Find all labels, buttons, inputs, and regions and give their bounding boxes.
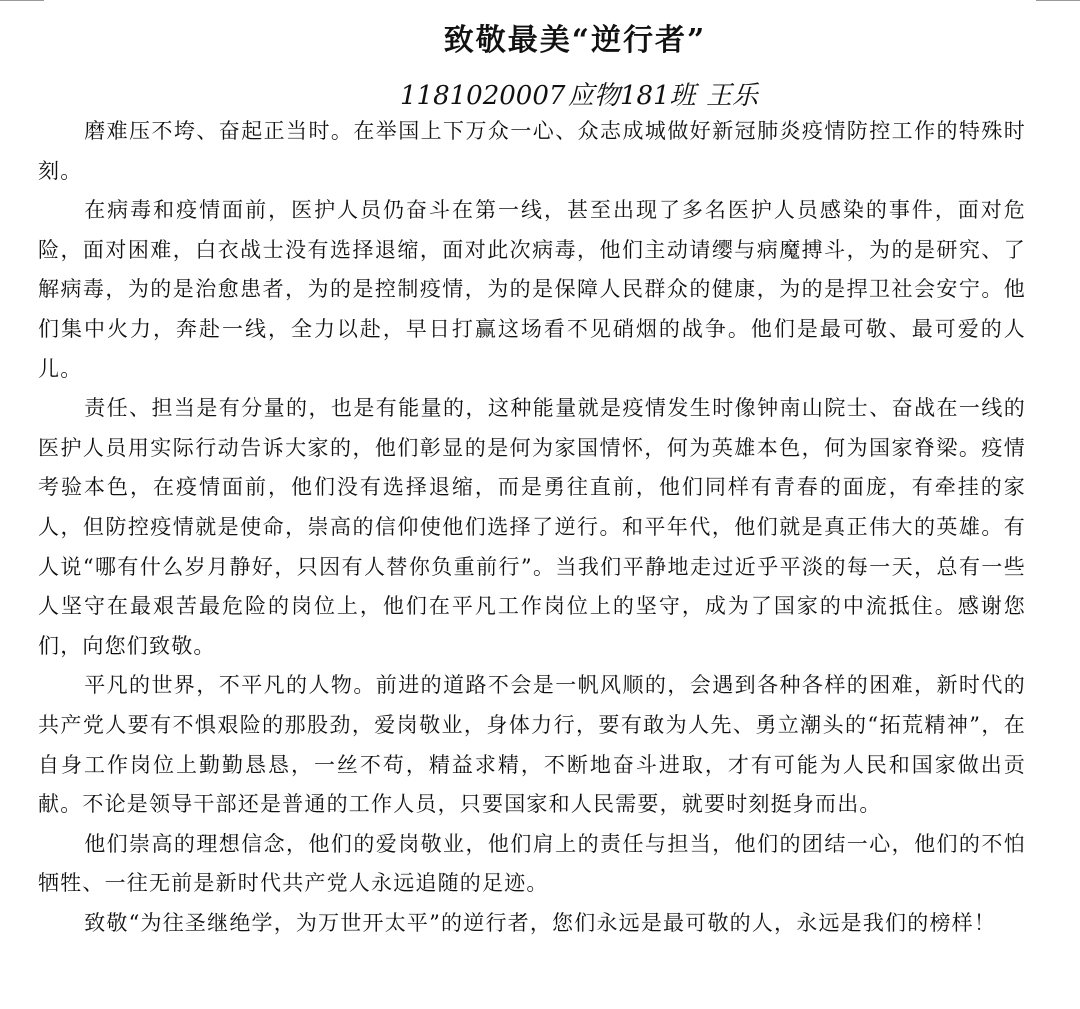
page-edge-mark: [0, 0, 44, 1]
document-title: 致敬最美“逆行者”: [443, 23, 707, 58]
paragraph: 在病毒和疫情面前，医护人员仍奋斗在第一线，甚至出现了多名医护人员感染的事件，面对危险，面对困难，白衣战士没有选择退缩，面对此次病毒，他们主动请缨与病魔搏斗，为的是研究、了解病毒，为的是治愈患者，为的是控制疫情，为的是保障人民群众的健康，为的是捍卫社会安宁。他们集中火力，奔赴一线，全力以赴，早日打赢这场看不见硝烟的战争。他们是最可敬、最可爱的人儿。: [38, 198, 1026, 381]
paragraph: 他们崇高的理想信念，他们的爱岗敬业，他们肩上的责任与担当，他们的团结一心，他们的不怕牺牲、一往无前是新时代共产党人永远追随的足迹。: [38, 831, 1026, 896]
essay-body: [38, 112, 1026, 943]
author-name: 王乐: [706, 81, 759, 111]
student-id: 1181020007: [400, 81, 566, 111]
paragraph: 致敬“为往圣继绝学，为万世开太平”的逆行者，您们永远是最可敬的人，永远是我们的榜样！: [84, 910, 997, 935]
page-edge-mark: [1036, 0, 1080, 1]
paragraph: 责任、担当是有分量的，也是有能量的，这种能量就是疫情发生时像钟南山院士、奋战在一线的医护人员用实际行动告诉大家的，他们彰显的是何为家国情怀，何为英雄本色，何为国家脊梁。疫情考验本色，在疫情面前，他们没有选择退缩，而是勇往直前，他们同样有青春的面庞，有牵挂的家人，但防控疫情就是使命，崇高的信仰使他们选择了逆行。和平年代，他们就是真正伟大的英雄。有人说“哪有什么岁月静好，只因有人替你负重前行”。当我们平静地走过近乎平淡的每一天，总有一些人坚守在最艰苦最危险的岗位上，他们在平凡工作岗位上的坚守，成为了国家的中流抵住。感谢您们，向您们致敬。: [38, 396, 1026, 658]
paragraph: 平凡的世界，不平凡的人物。前进的道路不会是一帆风顺的，会遇到各种各样的困难，新时代的共产党人要有不惧艰险的那股劲，爱岗敬业，身体力行，要有敢为人先、勇立潮头的“拓荒精神”，在自身工作岗位上勤勤恳恳，一丝不苟，精益求精，不断地奋斗进取，才有可能为人民和国家做出贡献。不论是领导干部还是普通的工作人员，只要国家和人民需要，就要时刻挺身而出。: [38, 673, 1026, 817]
class-name: 应物181班: [568, 81, 696, 111]
paragraph: 磨难压不垮、奋起正当时。在举国上下万众一心、众志成城做好新冠肺炎疫情防控工作的特殊时刻。: [38, 119, 1026, 183]
